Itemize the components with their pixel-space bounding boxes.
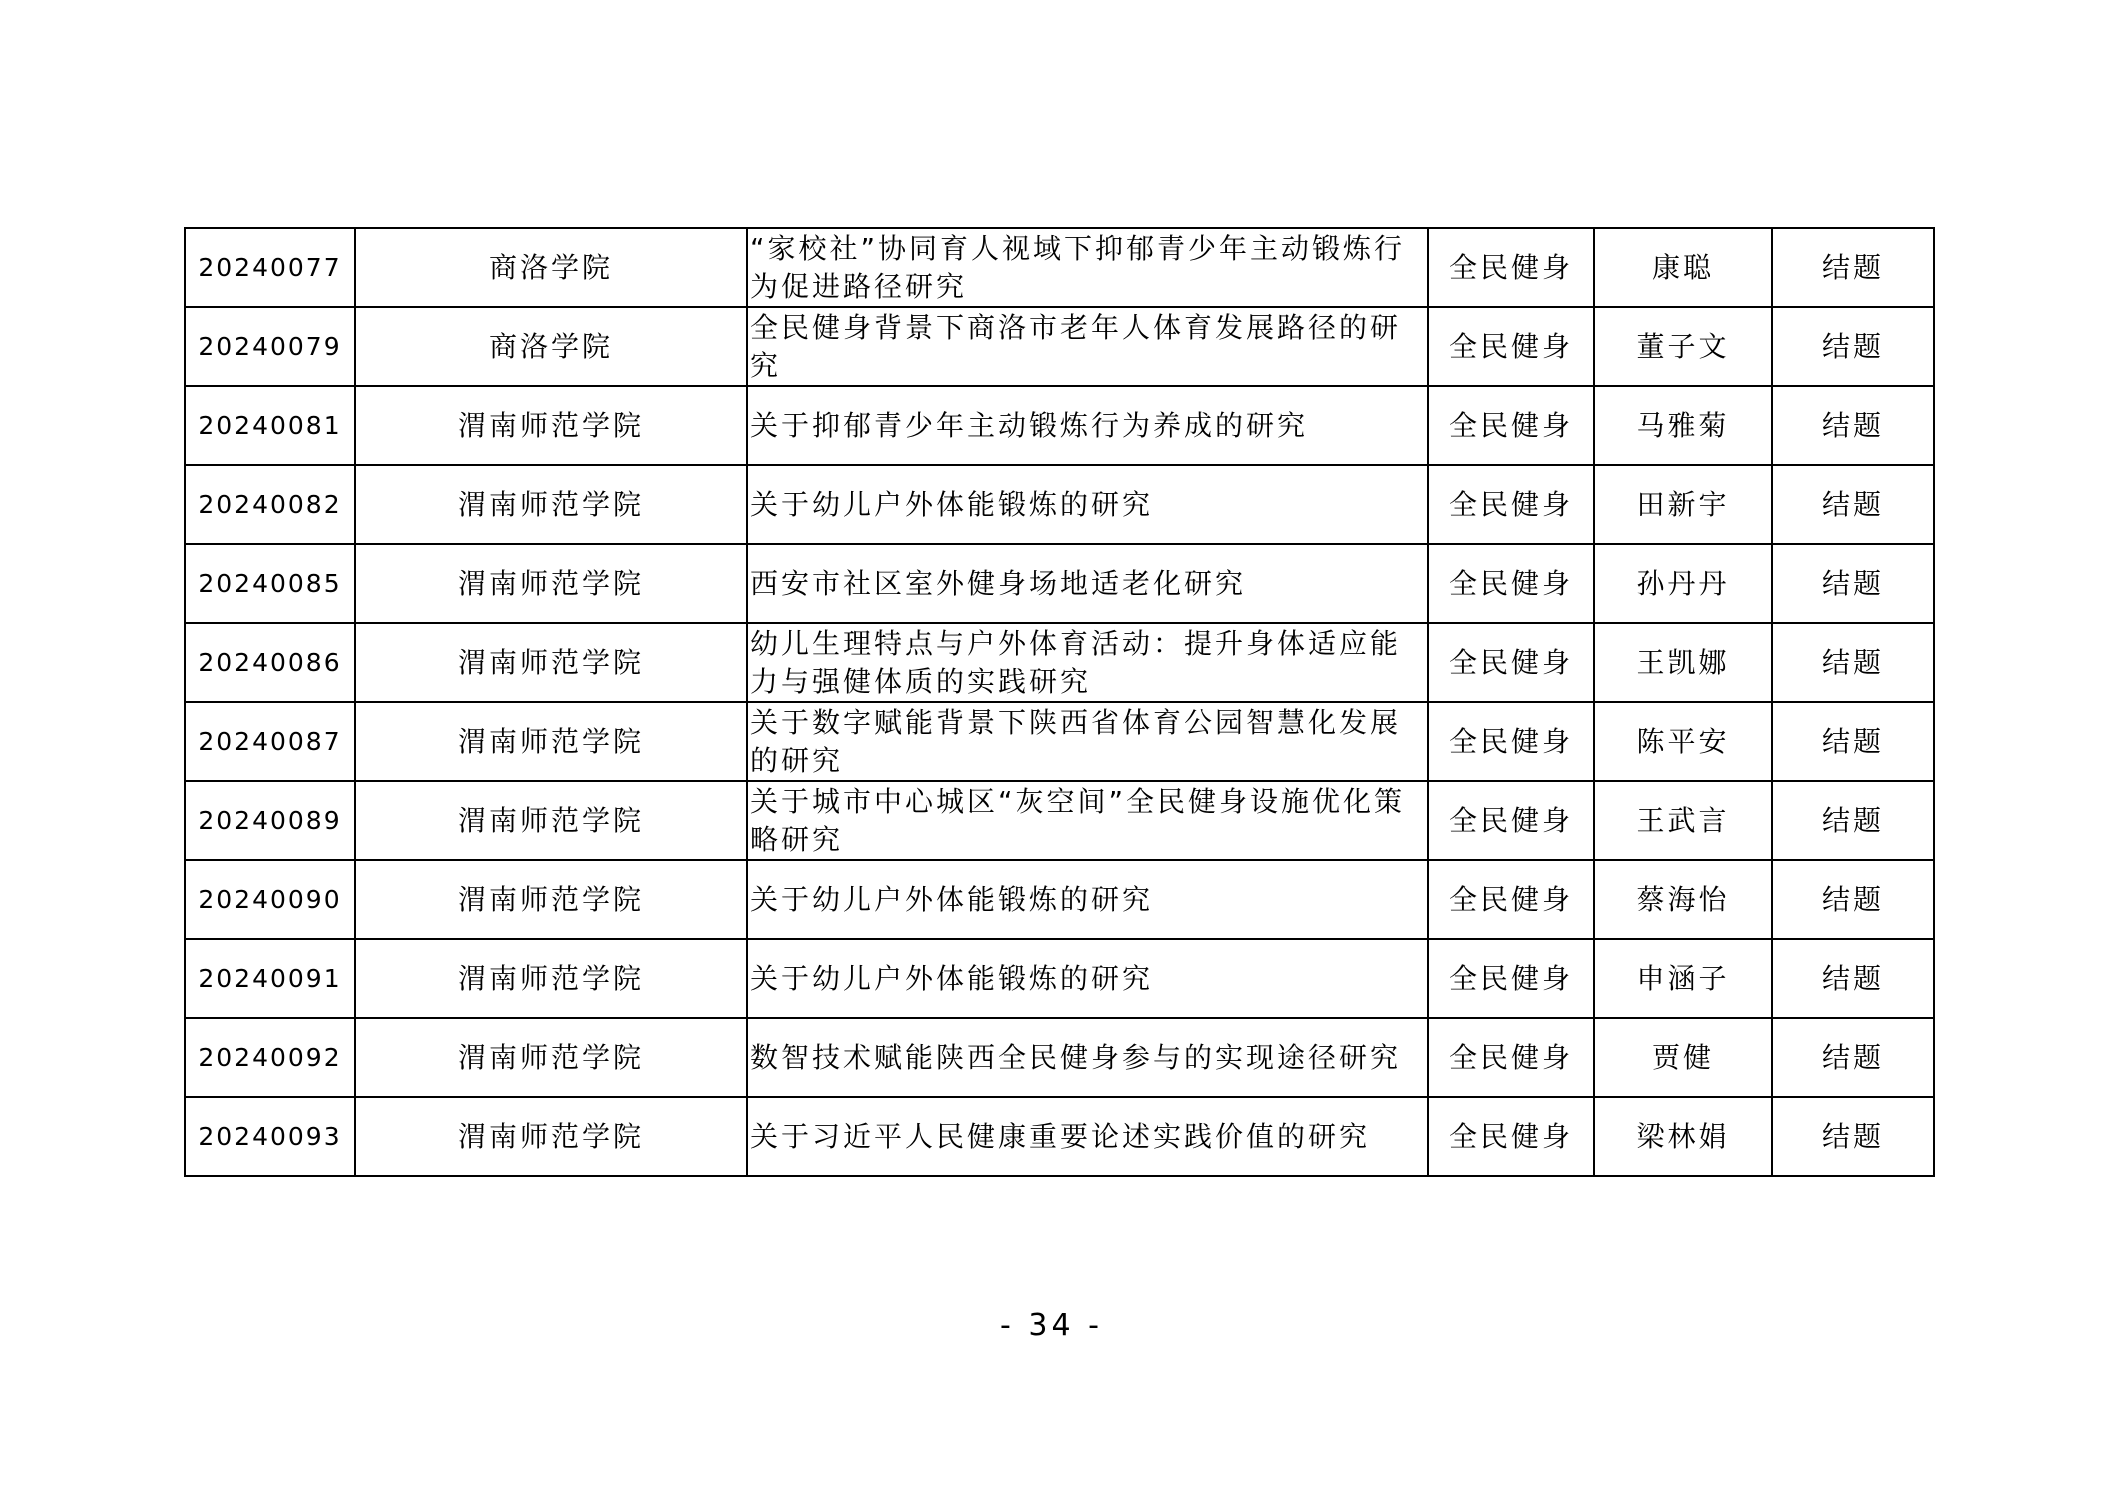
- leader-cell: 王武言: [1594, 781, 1772, 860]
- project-id-cell: 20240089: [185, 781, 355, 860]
- project-title-cell: 全民健身背景下商洛市老年人体育发展路径的研究: [747, 307, 1428, 386]
- table-row: [185, 860, 1934, 939]
- project-title-cell: 关于城市中心城区“灰空间”全民健身设施优化策略研究: [747, 781, 1428, 860]
- project-title-cell: 关于抑郁青少年主动锻炼行为养成的研究: [747, 386, 1428, 465]
- category-cell: 全民健身: [1428, 623, 1594, 702]
- status-cell: 结题: [1772, 465, 1934, 544]
- status-cell: 结题: [1772, 1018, 1934, 1097]
- project-title-cell: 关于数字赋能背景下陕西省体育公园智慧化发展的研究: [747, 702, 1428, 781]
- category-cell: 全民健身: [1428, 465, 1594, 544]
- table-row: [185, 307, 1934, 386]
- institution-cell: 渭南师范学院: [355, 544, 747, 623]
- status-cell: 结题: [1772, 1097, 1934, 1176]
- table-row: [185, 702, 1934, 781]
- status-cell: 结题: [1772, 702, 1934, 781]
- institution-cell: 渭南师范学院: [355, 939, 747, 1018]
- project-id-cell: 20240081: [185, 386, 355, 465]
- institution-cell: 渭南师范学院: [355, 781, 747, 860]
- status-cell: 结题: [1772, 544, 1934, 623]
- status-cell: 结题: [1772, 939, 1934, 1018]
- project-id-cell: 20240086: [185, 623, 355, 702]
- institution-cell: 渭南师范学院: [355, 386, 747, 465]
- leader-cell: 田新宇: [1594, 465, 1772, 544]
- project-table: [184, 227, 1935, 1177]
- project-id-cell: 20240092: [185, 1018, 355, 1097]
- status-cell: 结题: [1772, 860, 1934, 939]
- category-cell: 全民健身: [1428, 781, 1594, 860]
- status-cell: 结题: [1772, 228, 1934, 307]
- project-id-cell: 20240090: [185, 860, 355, 939]
- institution-cell: 渭南师范学院: [355, 702, 747, 781]
- leader-cell: 梁林娟: [1594, 1097, 1772, 1176]
- project-title-cell: “家校社”协同育人视域下抑郁青少年主动锻炼行为促进路径研究: [747, 228, 1428, 307]
- project-id-cell: 20240077: [185, 228, 355, 307]
- category-cell: 全民健身: [1428, 544, 1594, 623]
- project-title-cell: 幼儿生理特点与户外体育活动：提升身体适应能力与强健体质的实践研究: [747, 623, 1428, 702]
- project-id-cell: 20240093: [185, 1097, 355, 1176]
- institution-cell: 渭南师范学院: [355, 1097, 747, 1176]
- category-cell: 全民健身: [1428, 307, 1594, 386]
- category-cell: 全民健身: [1428, 1097, 1594, 1176]
- project-id-cell: 20240091: [185, 939, 355, 1018]
- project-title-cell: 关于幼儿户外体能锻炼的研究: [747, 939, 1428, 1018]
- table-row: [185, 1018, 1934, 1097]
- leader-cell: 王凯娜: [1594, 623, 1772, 702]
- status-cell: 结题: [1772, 623, 1934, 702]
- category-cell: 全民健身: [1428, 386, 1594, 465]
- project-id-cell: 20240082: [185, 465, 355, 544]
- project-title-cell: 关于幼儿户外体能锻炼的研究: [747, 860, 1428, 939]
- project-title-cell: 关于幼儿户外体能锻炼的研究: [747, 465, 1428, 544]
- status-cell: 结题: [1772, 307, 1934, 386]
- project-id-cell: 20240087: [185, 702, 355, 781]
- status-cell: 结题: [1772, 386, 1934, 465]
- table-body: [185, 228, 1934, 1176]
- institution-cell: 渭南师范学院: [355, 1018, 747, 1097]
- table-row: [185, 939, 1934, 1018]
- table-row: [185, 544, 1934, 623]
- category-cell: 全民健身: [1428, 939, 1594, 1018]
- institution-cell: 渭南师范学院: [355, 860, 747, 939]
- project-title-cell: 西安市社区室外健身场地适老化研究: [747, 544, 1428, 623]
- leader-cell: 董子文: [1594, 307, 1772, 386]
- institution-cell: 商洛学院: [355, 228, 747, 307]
- category-cell: 全民健身: [1428, 860, 1594, 939]
- category-cell: 全民健身: [1428, 702, 1594, 781]
- status-cell: 结题: [1772, 781, 1934, 860]
- project-id-cell: 20240079: [185, 307, 355, 386]
- leader-cell: 陈平安: [1594, 702, 1772, 781]
- category-cell: 全民健身: [1428, 1018, 1594, 1097]
- project-id-cell: 20240085: [185, 544, 355, 623]
- table-row: [185, 228, 1934, 307]
- table-row: [185, 781, 1934, 860]
- institution-cell: 渭南师范学院: [355, 623, 747, 702]
- category-cell: 全民健身: [1428, 228, 1594, 307]
- page-number: - 34 -: [1000, 1308, 1103, 1343]
- leader-cell: 蔡海怡: [1594, 860, 1772, 939]
- project-title-cell: 数智技术赋能陕西全民健身参与的实现途径研究: [747, 1018, 1428, 1097]
- institution-cell: 商洛学院: [355, 307, 747, 386]
- leader-cell: 申涵子: [1594, 939, 1772, 1018]
- leader-cell: 贾健: [1594, 1018, 1772, 1097]
- table-row: [185, 465, 1934, 544]
- leader-cell: 马雅菊: [1594, 386, 1772, 465]
- table-row: [185, 1097, 1934, 1176]
- project-title-cell: 关于习近平人民健康重要论述实践价值的研究: [747, 1097, 1428, 1176]
- institution-cell: 渭南师范学院: [355, 465, 747, 544]
- leader-cell: 孙丹丹: [1594, 544, 1772, 623]
- table-row: [185, 623, 1934, 702]
- leader-cell: 康聪: [1594, 228, 1772, 307]
- table-row: [185, 386, 1934, 465]
